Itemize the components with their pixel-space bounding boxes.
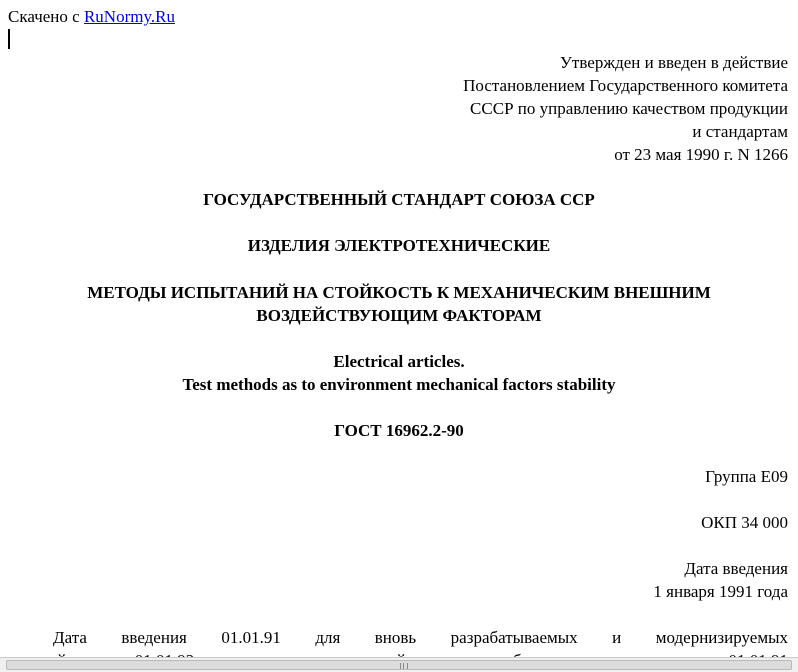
horizontal-scrollbar[interactable]	[0, 657, 798, 672]
methods-heading	[0, 281, 798, 327]
standard-heading	[0, 188, 798, 211]
items-heading	[0, 234, 798, 257]
scrollbar-thumb[interactable]	[6, 660, 792, 670]
intro-date-value: 1 января 1991 года	[653, 582, 788, 601]
intro-date-label: Дата введения	[684, 559, 788, 578]
approval-line: Утвержден и введен в действие	[559, 53, 788, 72]
approval-line: СССР по управлению качеством продукции	[470, 99, 788, 118]
methods-heading-line1: МЕТОДЫ ИСПЫТАНИЙ НА СТОЙКОСТЬ К МЕХАНИЧЕСКИМ ВНЕШНИМ	[87, 283, 711, 302]
gost-number-text: ГОСТ 16962.2-90	[334, 421, 464, 440]
english-title	[0, 350, 798, 396]
source-link[interactable]: RuNormy.Ru	[83, 7, 175, 26]
gost-number	[0, 419, 798, 442]
approval-block	[463, 51, 788, 166]
english-title-line2: Test methods as to environment mechanical factors stability	[182, 375, 616, 394]
approval-line: Постановлением Государственного комитета	[463, 76, 788, 95]
intro-paragraph-line1: Дата введения 01.01.91 для вновь разрабатываемых и модернизируемых	[53, 628, 788, 647]
items-heading-text: ИЗДЕЛИЯ ЭЛЕКТРОТЕХНИЧЕСКИЕ	[247, 236, 551, 255]
grip-icon	[400, 663, 408, 669]
okp-code: ОКП 34 000	[701, 513, 788, 532]
group-code: Группа Е09	[705, 467, 788, 486]
standard-heading-text: ГОСУДАРСТВЕННЫЙ СТАНДАРТ СОЮЗА ССР	[203, 190, 595, 209]
english-title-line1: Electrical articles.	[333, 352, 465, 371]
methods-heading-line2: ВОЗДЕЙСТВУЮЩИМ ФАКТОРАМ	[256, 306, 542, 325]
text-cursor	[8, 29, 10, 49]
source-prefix: Скачено с	[8, 7, 84, 26]
source-line	[8, 5, 175, 28]
approval-line: от 23 мая 1990 г. N 1266	[614, 145, 788, 164]
approval-line: и стандартам	[692, 122, 788, 141]
